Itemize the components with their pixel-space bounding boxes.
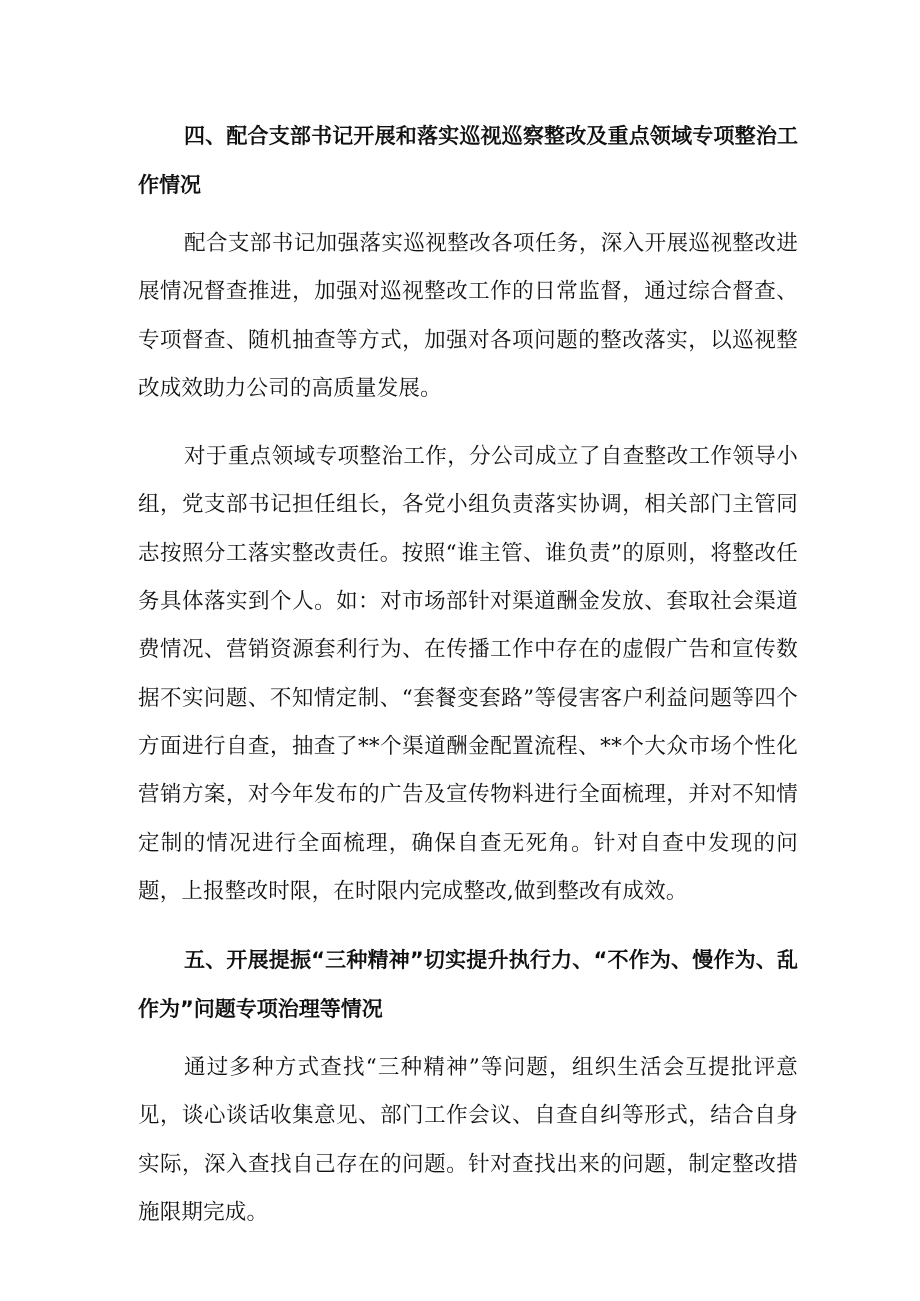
section-4-paragraph-1: 配合支部书记加强落实巡视整改各项任务，深入开展巡视整改进展情况督查推进，加强对巡视整改工作的日常监督，通过综合督查、专项督查、随机抽查等方式，加强对各项问题的整改落实，以巡视整改成效助力公司的高质量发展。 bbox=[138, 231, 798, 401]
section-5-heading: 五、开展提振“三种精神”切实提升执行力、“不作为、慢作为、乱作为”问题专项治理等情况 bbox=[138, 948, 798, 1022]
section-4-heading: 四、配合支部书记开展和落实巡视巡察整改及重点领域专项整治工作情况 bbox=[138, 124, 798, 197]
section-5-paragraph-1: 通过多种方式查找“三种精神”等问题，组织生活会互提批评意见，谈心谈话收集意见、部门工作会议、自查自纠等形式，结合自身实际，深入查找自己存在的问题。针对查找出来的问题，制定整改措施限期完成。 bbox=[138, 1055, 798, 1226]
document-body bbox=[138, 112, 798, 1237]
section-4-paragraph-2: 对于重点领域专项整治工作，分公司成立了自查整改工作领导小组，党支部书记担任组长，各党小组负责落实协调，相关部门主管同志按照分工落实整改责任。按照“谁主管、谁负责”的原则，将整改任务具体落实到个人。如：对市场部针对渠道酬金发放、套取社会渠道费情况、营销资源套利行为、在传播工作中存在的虚假广告和宣传数据不实问题、不知情定制、“套餐变套路”等侵害客户利益问题等四个方面进行自查，抽查了**个渠道酬金配置流程、**个大众市场个性化营销方案，对今年发布的广告及宣传物料进行全面梳理，并对不知情定制的情况进行全面梳理，确保自查无死角。针对自查中发现的问题，上报整改时限，在时限内完成整改,做到整改有成效。 bbox=[138, 444, 798, 904]
